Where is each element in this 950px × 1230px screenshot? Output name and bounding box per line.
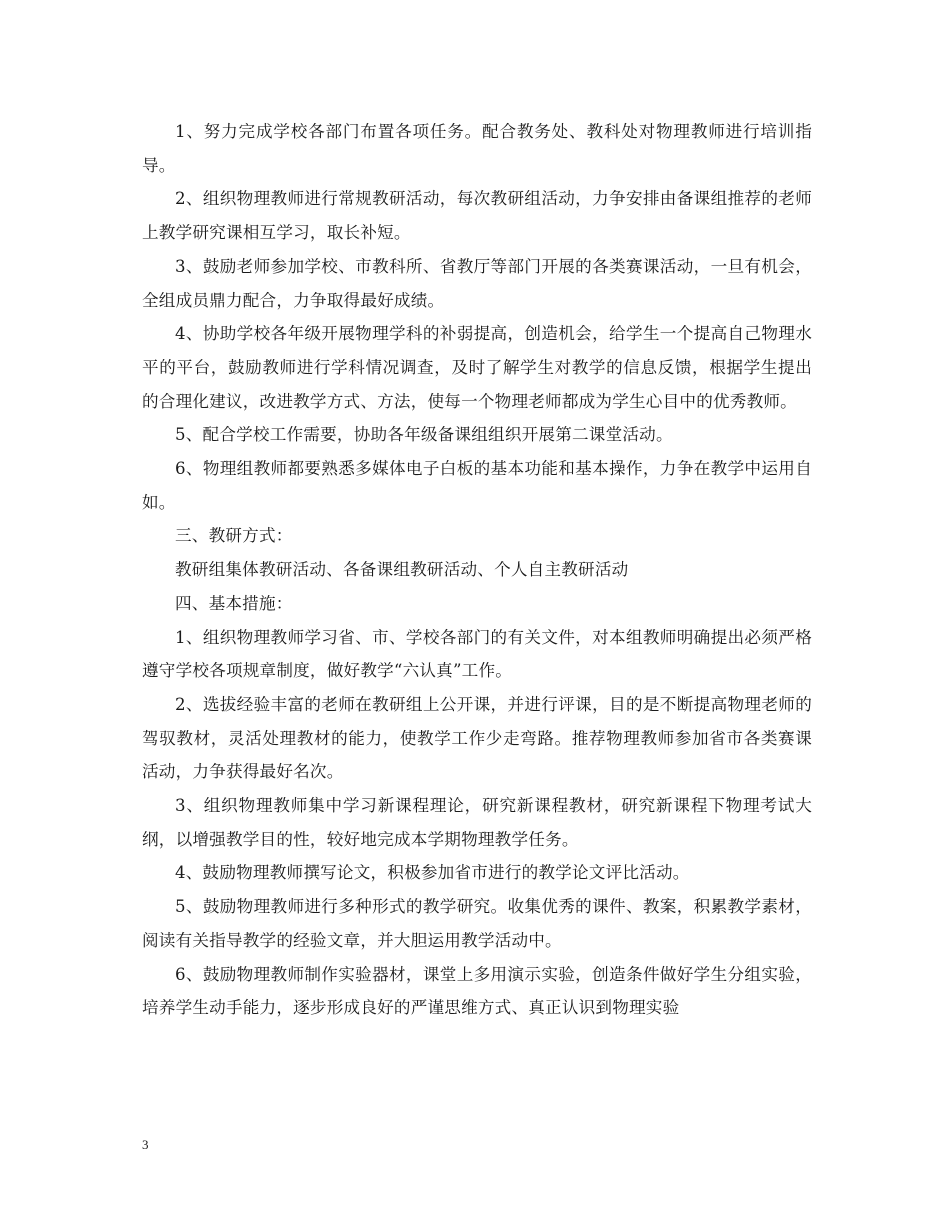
- document-body: [142, 115, 812, 1025]
- paragraph: 3、组织物理教师集中学习新课程理论，研究新课程教材，研究新课程下物理考试大纲，以增强教学目的性，较好地完成本学期物理教学任务。: [142, 796, 812, 849]
- paragraph: 2、组织物理教师进行常规教研活动，每次教研组活动，力争安排由备课组推荐的老师上教学研究课相互学习，取长补短。: [142, 189, 812, 243]
- paragraph: 5、配合学校工作需要，协助各年级备课组组织开展第二课堂活动。: [175, 425, 673, 445]
- paragraph: 1、组织物理教师学习省、市、学校各部门的有关文件，对本组教师明确提出必须严格遵守学校各项规章制度，做好教学“六认真”工作。: [142, 627, 812, 681]
- paragraph: 4、协助学校各年级开展物理学科的补弱提高，创造机会，给学生一个提高自己物理水平的平台，鼓励教师进行学科情况调查，及时了解学生对教学的信息反馈，根据学生提出的合理化建议，改进教学方式、方法，使每一个物理老师都成为学生心目中的优秀教师。: [142, 324, 812, 411]
- section-heading: 四、基本措施：: [175, 593, 293, 613]
- paragraph: 2、选拔经验丰富的老师在教研组上公开课，并进行评课，目的是不断提高物理老师的驾驭教材，灵活处理教材的能力，使教学工作少走弯路。推荐物理教师参加省市各类赛课活动，力争获得最好名次。: [142, 694, 812, 782]
- paragraph: 4、鼓励物理教师撰写论文，积极参加省市进行的教学论文评比活动。: [175, 863, 690, 883]
- paragraph: 1、努力完成学校各部门布置各项任务。配合教务处、教科处对物理教师进行培训指导。: [142, 122, 812, 175]
- paragraph: 5、鼓励物理教师进行多种形式的教学研究。收集优秀的课件、教案，积累教学素材，阅读有关指导教学的经验文章，并大胆运用教学活动中。: [142, 897, 812, 950]
- paragraph: 6、鼓励物理教师制作实验器材，课堂上多用演示实验，创造条件做好学生分组实验，培养学生动手能力，逐步形成良好的严谨思维方式、真正认识到物理实验: [142, 964, 812, 1018]
- paragraph: 6、物理组教师都要熟悉多媒体电子白板的基本功能和基本操作，力争在教学中运用自如。: [142, 459, 812, 512]
- section-heading: 三、教研方式：: [175, 526, 293, 546]
- page-number: 3: [142, 1137, 149, 1152]
- paragraph: 3、鼓励老师参加学校、市教科所、省教厅等部门开展的各类赛课活动，一旦有机会，全组成员鼎力配合，力争取得最好成绩。: [142, 256, 812, 310]
- paragraph: 教研组集体教研活动、各备课组教研活动、个人自主教研活动: [175, 560, 629, 580]
